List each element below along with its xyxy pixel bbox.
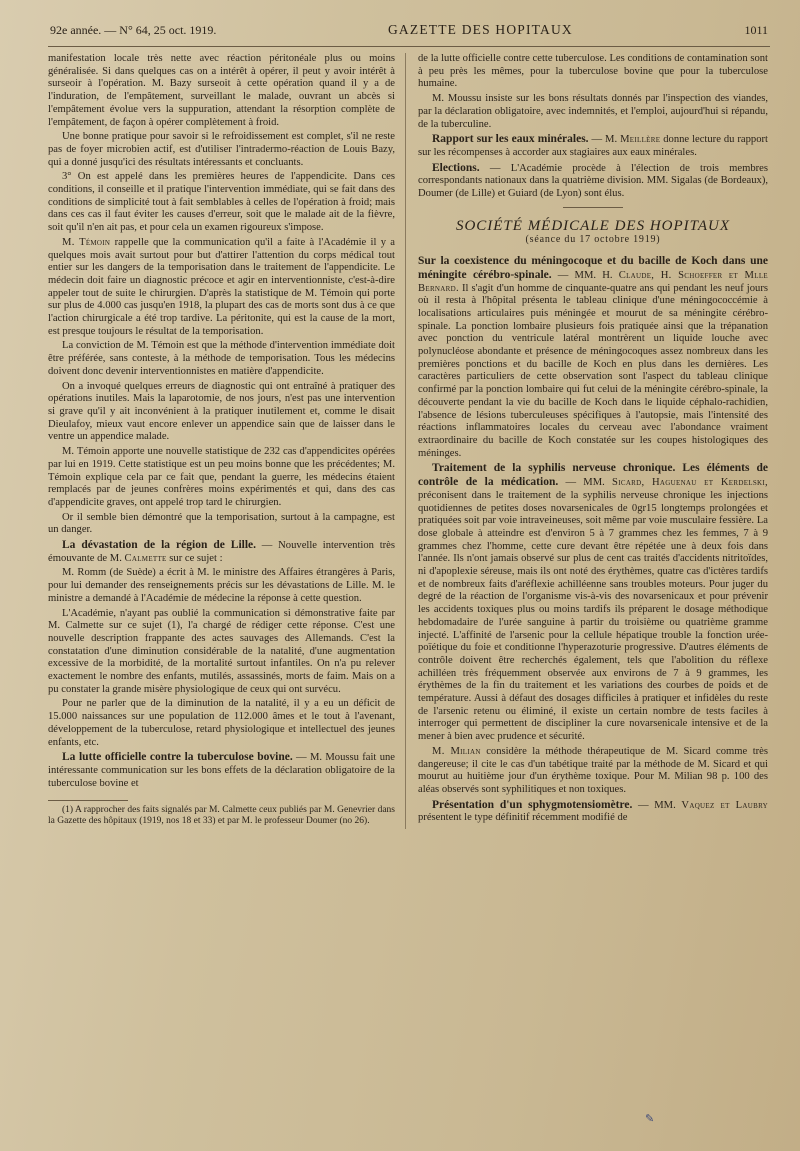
journal-title: GAZETTE DES HOPITAUX xyxy=(387,22,573,37)
section-heading: Rapport sur les eaux minérales. xyxy=(432,133,589,146)
paragraph: M. Romm (de Suède) a écrit à M. le ministre des Affaires étrangères à Paris, pour lui demander des renseignements précis sur les dévastations de Lille. M. le ministre a demandé à l'Académie de médecine la réponse à cette question. xyxy=(48,567,395,604)
paragraph-text: sur ce sujet : xyxy=(166,552,223,564)
paragraph-text: — MM. H. xyxy=(551,269,619,281)
society-title: SOCIÉTÉ MÉDICALE DES HOPITAUX xyxy=(455,217,731,234)
paragraph xyxy=(48,237,395,339)
ink-mark-icon: ✎ xyxy=(645,1113,655,1125)
paragraph: M. Témoin apporte une nouvelle statistique de 232 cas d'appendicites opérées par lui en 1919. Cette statistique est un peu moins bonne que les précédentes; M. Témoin explique cela par ce fait que, pendant la guerre, les médecins étaient remplacés par de jeunes confrères moins expérimentés et qui, dans des cas d'appendicite graves, ont appelé trop tard le chirurgien. xyxy=(48,446,395,508)
paragraph-text: — L'Académie procède à l'élection de trois membres correspondants nationaux dans la quatrième division. MM. Sigalas (de Bordeaux), Doumer (de Lille) et Guiard (de Lyon) sont élus. xyxy=(418,162,768,200)
section-heading: Traitement de la syphilis nerveuse chronique. Les éléments de contrôle de la médication. xyxy=(418,462,768,489)
paragraph-text: — MM. xyxy=(558,477,613,489)
author-names: Claude, H. Schoeffer et Mlle Bernard. xyxy=(418,269,768,294)
page-number: 1011 xyxy=(744,23,768,37)
right-column xyxy=(405,53,770,829)
session-date: (séance du 17 octobre 1919) xyxy=(525,234,661,246)
paragraph xyxy=(418,746,768,797)
divider xyxy=(563,207,623,208)
paragraph-text: rappelle que la communication qu'il a faite à l'Académie il y a quelques mois avait surtout pour but d'attirer l'attention du corps médical tout entier sur les dangers de la temporisation dans le traitement de l'appendicite. Le médecin doit faire un diagnostic précoce et agir en interventionniste, c'est-à-dire appeler tout de suite le chirurgien. D'après la statistique de M. Témoin qui porte sur plus de 4.000 cas jusqu'en 1918, la plupart des cas de morts sont dus à ce que l'action chirurgicale a été trop tardive. La péritonite, qui est la cause de la mort, est presque toujours le résultat de la temporisation. xyxy=(48,236,395,337)
section-lille xyxy=(48,539,395,565)
author-names: Sicard, Haguenau et Kerdelski, xyxy=(612,477,768,489)
paragraph: M. Moussu insiste sur les bons résultats donnés par l'inspection des viandes, par la déclaration obligatoire, avec indemnités, et l'emploi, aujourd'hui si répandu, de la tuberculine. xyxy=(418,93,768,130)
paragraph: L'Académie, n'ayant pas oublié la communication si démonstrative faite par M. Calmette sur ce sujet (1), l'a chargé de rédiger cette réponse. C'est une nouvelle description frappante des actes sauvages des Allemands. C'est la constatation d'une diminution considérable de la natalité, d'une augmentation excessive de la morbidité, de la mortalité surtout infantiles. On n'a pu relever exactement le nombre des enfants, mutilés, assassinés, morts de faim. Mais on a pu constater la grande misère physiologique de ceux qui ont survécu. xyxy=(48,607,395,695)
paragraph-text: préconisent dans le traitement de la syphilis nerveuse chronique les injections quotidiennes de petites doses novarsenicales de 0gr15 longtemps prolongées et pratiquées soit par voie intraveineuses, soit même par voie musculaire fessière. La dose globale à atteindre est d'environ 5 à 7 grammes chez les femmes, 7 à 9 grammes chez l'homme, cette cure devant être répétée une à deux fois dans l'année. Ils n'ont jamais observé sur plus de cent cas traités d'accidents nitritoïdes, ni d'apoplexie séreuse, mais ils ont noté des érythèmes, quatre cas d'ictères tardifs et de nombreux faits d'aréflexie achilléenne sans troubles moteurs. Pour juger du degré de la réaction de l'organisme vis-à-vis des novarsenicaux et pour prévenir les accidents toxiques plus ou moins tardifs ils préparent le dosage méthodique hebdomadaire de l'urée sanguine à partir du troisième ou quatrième gramme injecté. L'affinité de l'arsenic pour la cellule hépatique trouble la fonction urée-poïétique du foie et conditionne l'hyperazoturie progressive. D'autres éléments de contrôle doivent être recherchés également, tels que l'abolition du réflexe achilléen très fréquemment observée aux environs de 7 à 9 grammes, les érythèmes de la fin du traitement et les variations des courbes de poids et de température. Aussi à défaut des dosages difficiles à pratiquer et infidèles du reste de l'arsenic retenu ou éliminé, il existe un certain nombre de tests faciles à interroger qui permettent de discipliner la cure novarsenicale intensive et de la mener à bien avec prudence et sécurité. xyxy=(418,489,768,743)
paragraph: On a invoqué quelques erreurs de diagnostic qui ont entraîné à pratiquer des opérations inutiles. Mais la laparotomie, de nos jours, n'est pas une intervention si grave qu'il y ait inconvénient à la pratiquer inutilement et, comme le disait Dieulafoy, mieux vaut encore enlever un appendice sain que de laisser dans le ventre un appendice malade. xyxy=(48,380,395,443)
footnote: (1) A rapprocher des faits signalés par M. Calmette ceux publiés par M. Genevrier dans la Gazette des hôpitaux (1919, nos 18 et 33) et par M. le professeur Doumer (no 26). xyxy=(48,805,395,827)
author-name: Meillère xyxy=(620,134,661,146)
text-columns xyxy=(40,53,770,829)
section-heading: La lutte officielle contre la tuberculose bovine. xyxy=(62,751,293,764)
left-column xyxy=(40,53,405,829)
section-heading: La dévastation de la région de Lille. xyxy=(62,539,257,552)
paragraph-text: Il s'agit d'un homme de cinquante-quatre ans qui pendant les neuf jours où il resta à l'hôpital présenta le tableau clinique d'une méningococcémie à localisations articulaires puis méningée et mourut de sa méningite cérébro-spinale. La ponction lombaire plusieurs fois pratiquée ainsi que la trépanation avec ponction du ventricule latéral montrèrent un liquide louche avec polynucléose abondante et présence de méningocoques assez nombreux dans les premières ponctions et du bacille de Koch en plus dans les dernières. Les caractères particuliers de cette observation sont l'aspect du tableau clinique confirmé par la ponction lombaire qui fut celui de la méningite cérébro-spinale, la découverte pendant la vie du bacille de Koch dans le liquide céphalo-rachidien, l'absence de lésions tuberculeuses spécifiques à l'autopsie, mais l'intensité des réactions inflammatoires locales du cerveau avec l'abondance vraiment extraordinaire du bacille de Koch constatée sur les coupes histologiques des méninges. xyxy=(418,282,768,459)
author-name: Calmette xyxy=(124,552,167,564)
paragraph-text: considère la méthode thérapeutique de M. Sicard comme très dangereuse; il cite le cas d'un tabétique traité par la méthode de M. Sicard et qui mourut au huitième jour d'un érythème toxique. Pour M. Milian 98 p. 100 des aléas observés sont syphilitiques et non toxiques. xyxy=(418,745,768,795)
page-header xyxy=(40,14,770,44)
section-heading: Sur la coexistence du méningocoque et du bacille de Koch dans une méningite cérébro-spinale. xyxy=(418,255,768,281)
header-rule xyxy=(48,46,770,47)
footnote-rule xyxy=(48,800,128,801)
paragraph-text: donne lecture du rapport sur les récompenses à accorder aux stagiaires aux eaux minérales. xyxy=(418,134,768,158)
paragraph-text: — Nouvelle intervention très émouvante de M. xyxy=(48,540,395,564)
section-heading: Elections. xyxy=(432,161,480,174)
section-tuberculose xyxy=(48,751,395,790)
paragraph: de la lutte officielle contre cette tuberculose. Les conditions de contamination sont à peu près les mêmes, pour la tuberculose bovine que pour la tuberculose humaine. xyxy=(418,53,768,90)
section-syphilis xyxy=(418,462,768,743)
paragraph: Or il semble bien démontré que la temporisation, surtout à la campagne, est un danger. xyxy=(48,511,395,536)
paragraph: manifestation locale très nette avec réaction péritonéale plus ou moins généralisée. Si dans quelques cas on a intérêt à opérer, il peut y avoir intérêt à surseoir à l'opération. M. Bazy surseoit à cette opération quand il y a de l'induration, de l'empâtement, surveillant le malade, ouvrant un abcès si l'empâtement évolue vers la suppuration, attendant la résorption complète de l'empâtement, de façon à opérer complètement à froid. xyxy=(48,53,395,128)
paragraph: La conviction de M. Témoin est que la méthode d'intervention immédiate doit être préférée, sans conteste, à la méthode de temporisation. Tous les médecins doivent donc devenir interventionnistes en matière d'appendicite. xyxy=(48,340,395,377)
author-name: M. Témoin xyxy=(62,236,111,248)
section-elections xyxy=(418,162,768,201)
author-names: Vaquez et Laubry xyxy=(681,799,769,811)
section-eaux xyxy=(418,133,768,159)
paragraph: Pour ne parler que de la diminution de la natalité, il y a eu un déficit de 15.000 naissances sur une population de 112.000 âmes et le tout à l'avenant, développement de la tuberculose, retard physiologique et intellectuel des jeunes enfants, etc. xyxy=(48,698,395,748)
author-name: M. Milian xyxy=(432,745,481,757)
paragraph: Une bonne pratique pour savoir si le refroidissement est complet, s'il ne reste pas de foyer microbien actif, est d'utiliser l'intradermo-réaction de Louis Bazy, qui a donné jusqu'ici des résultats intéressants et concluants. xyxy=(48,131,395,168)
section-koch xyxy=(418,255,768,460)
section-heading: Présentation d'un sphygmotensiomètre. xyxy=(432,798,633,811)
paragraph: 3° On est appelé dans les premières heures de l'appendicite. Dans ces conditions, il conseille et il pratique l'intervention immédiate, qui se fait dans des conditions de simplicité tout à fait semblables à celles de l'opération à froid; mais dans ces cas il faut éviter les causes d'erreur, soit que le malade ait de la fièvre, soit qu'il n'en ait pas, et pour cela un examen rigoureux s'impose. xyxy=(48,171,395,234)
paragraph-text: — M. Moussu fait une intéressante communication sur les bons effets de la déclaration obligatoire de la tuberculose bovine et xyxy=(48,752,395,789)
section-sphygmo xyxy=(418,799,768,825)
paragraph-text: — M. xyxy=(588,134,621,146)
paragraph-text: présentent le type définitif récemment modifié de xyxy=(418,812,628,824)
paragraph-text: — MM. xyxy=(632,799,682,811)
issue-info: 92e année. — N° 64, 25 oct. 1919. xyxy=(50,23,217,37)
